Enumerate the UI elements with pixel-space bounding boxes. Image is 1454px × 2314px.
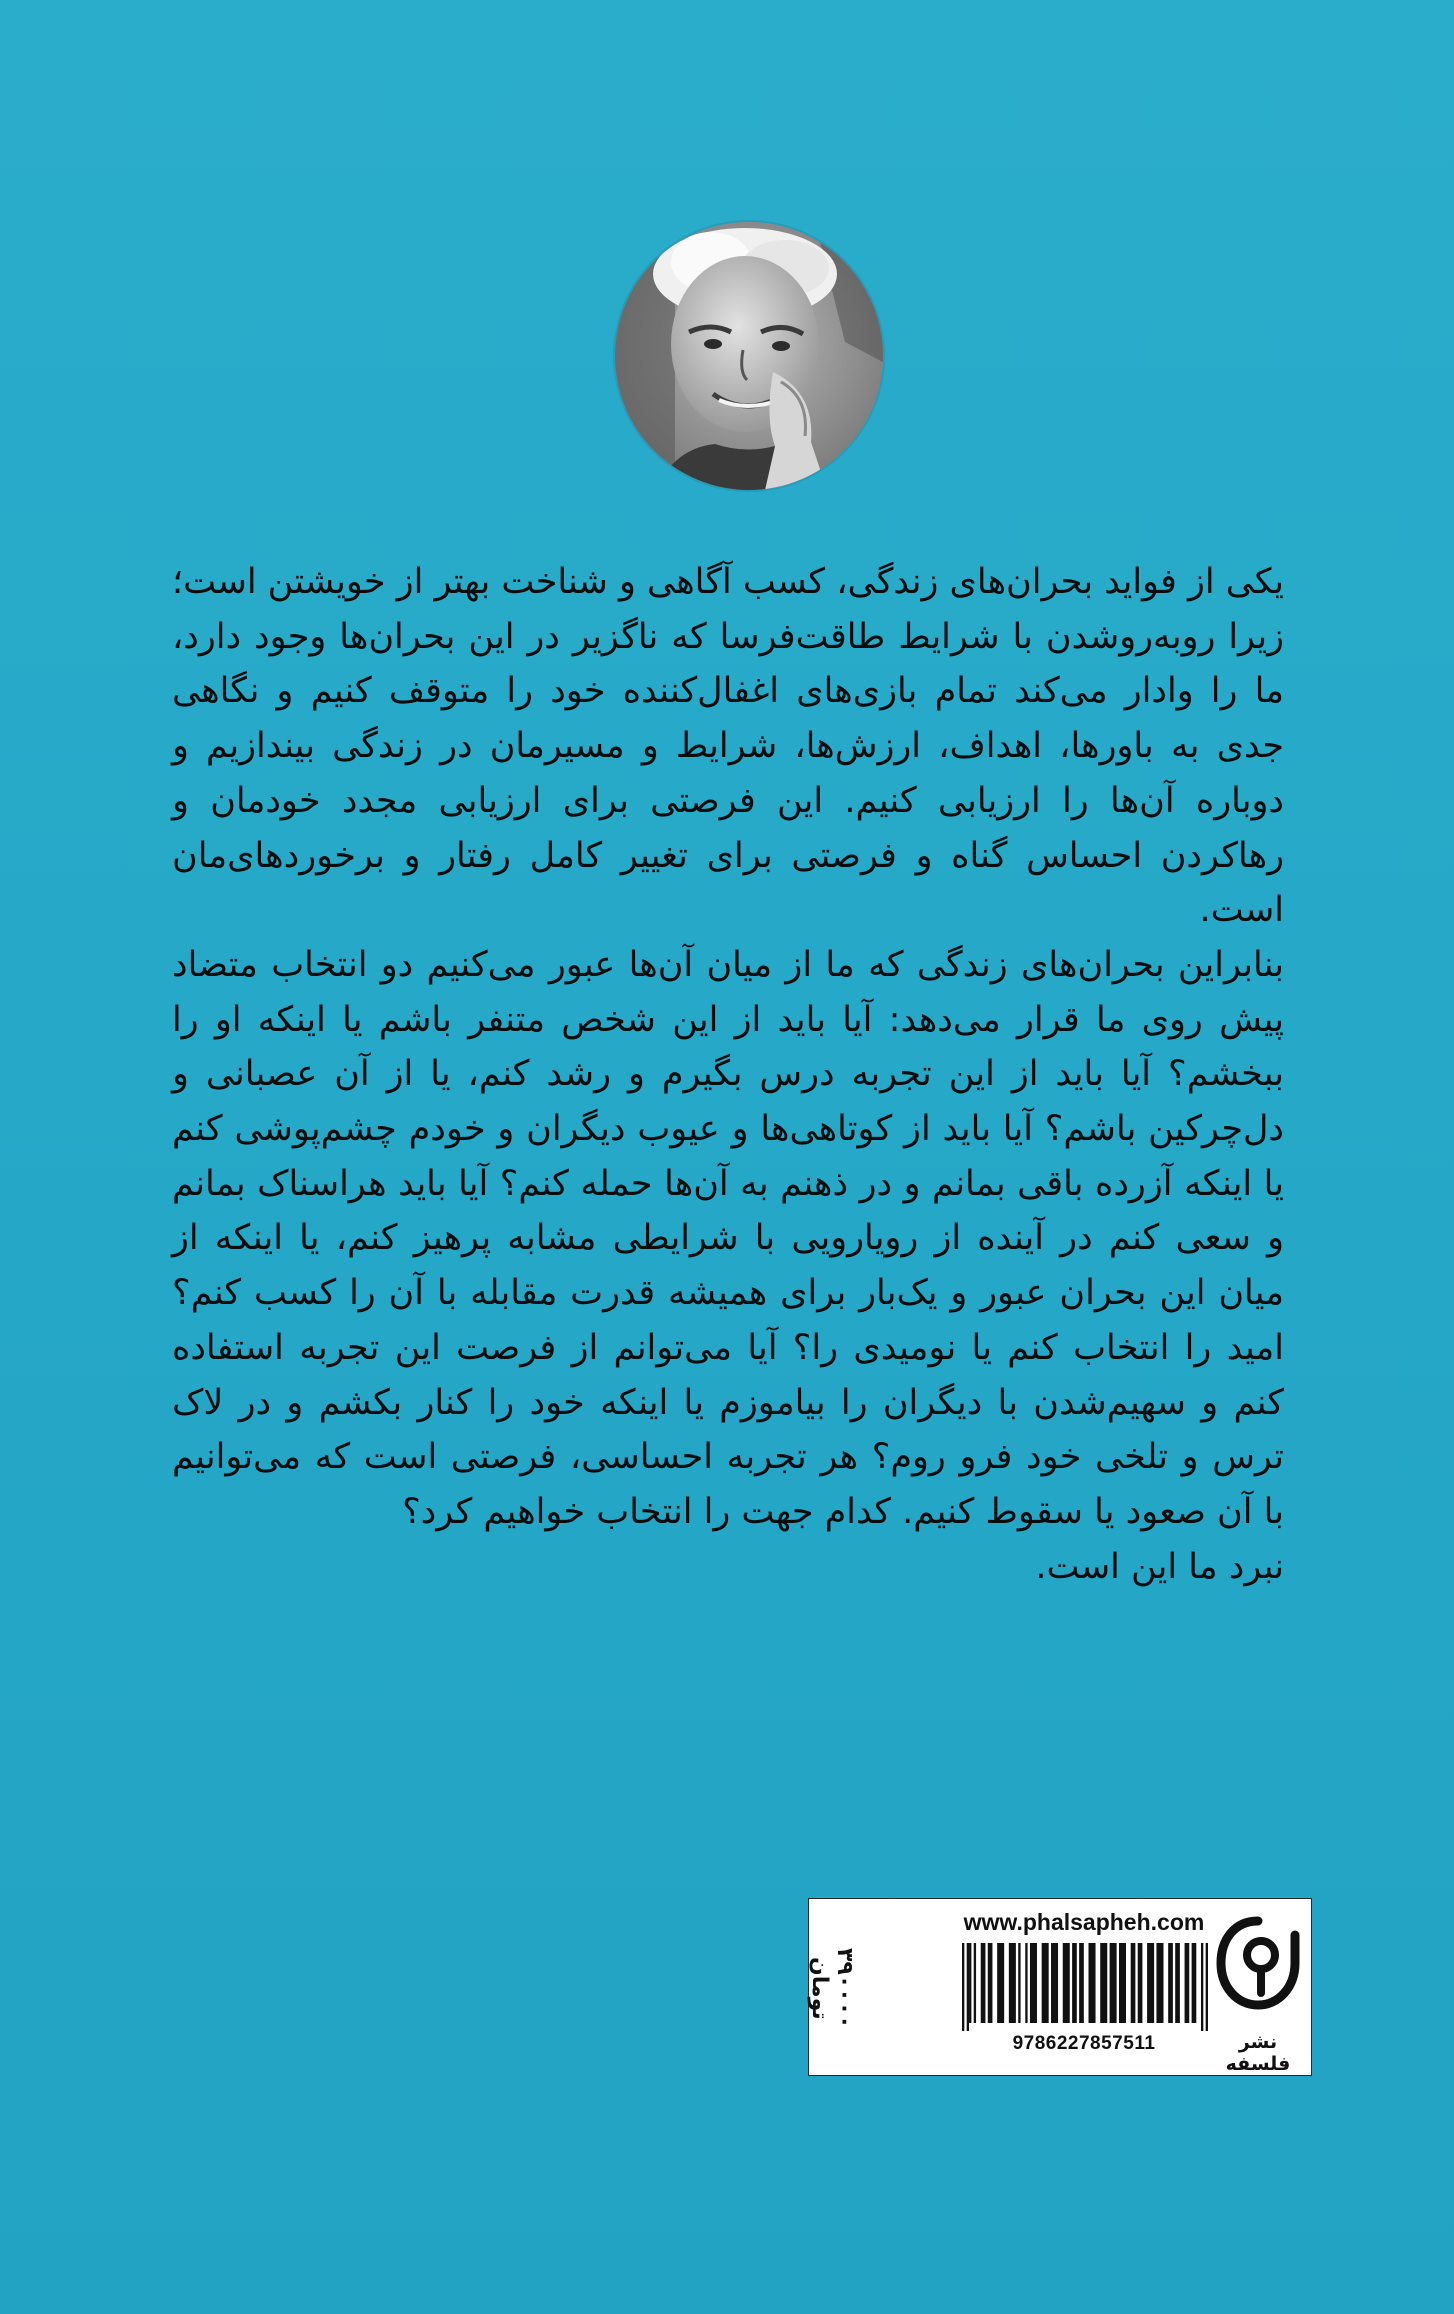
publisher-logo [1211,1915,1305,2075]
barcode-bar [1072,1943,1077,2023]
phalsapheh-logo-icon [1215,1915,1301,2011]
barcode-label [808,1898,1312,2076]
barcode-bar [1168,1943,1173,2023]
barcode-bar [1063,1943,1070,2023]
barcode-bar [1119,1943,1126,2023]
barcode-guard-bar [1206,1943,1208,2031]
publisher-website: www.phalsapheh.com [963,1909,1205,1935]
barcode-bar [1156,1943,1163,2023]
barcode-bar [1018,1943,1020,2023]
barcode-guard-bar [967,1943,969,2031]
barcode-bar [1009,1943,1016,2023]
author-portrait-image [615,222,883,490]
barcode-bar [1079,1943,1084,2023]
isbn-number: 9786227857511 [1012,2033,1156,2054]
barcode-bar [981,1943,986,2023]
barcode-bar [1110,1943,1117,2023]
barcode-bar [1051,1943,1058,2023]
barcode-bar [1138,1943,1143,2023]
publisher-name: نشر فلسفه [1225,2031,1291,2075]
barcode-bar [1131,1943,1136,2023]
barcode-bar [1147,1943,1154,2023]
blurb-paragraph: بنابراین بحران‌های زندگی که ما از میان آن‌ها عبور می‌کنیم دو انتخاب متضاد پیش روی ما قرار می‌دهد: آیا باید از این شخص متنفر باشم یا اینکه او را ببخشم؟ آیا باید از این تجربه درس بگیرم و رشد کنم، یا از آن عصبانی و دل‌چرکین باشم؟ آیا باید از کوتاهی‌ها و عیوب دیگران و خودم چشم‌پوشی کنم یا اینکه آزرده باقی بمانم و در ذهنم به آن‌ها حمله کنم؟ آیا باید هراسناک بمانم و سعی کنم در آینده از رویارویی با شرایطی مشابه پرهیز کنم، یا اینکه از میان این بحران عبور و یک‌بار برای همیشه قدرت مقابله با آن را کسب کنم؟ امید را انتخاب کنم یا نومیدی را؟ آیا می‌توانم از فرصت این تجربه استفاده کنم و سهیم‌شدن با دیگران را بیاموزم یا اینکه خود را کنار بکشم و در لاک ترس و تلخی خود فرو روم؟ هر تجربه احساسی، فرصتی است که می‌توانیم با آن صعود یا سقوط کنیم. کدام جهت را انتخاب خواهیم کرد؟ [172,944,1284,1532]
barcode-guard-bar [1201,1943,1203,2031]
barcode-bar [1030,1943,1037,2023]
barcode-bar [1192,1943,1197,2023]
barcode-bar [1042,1943,1049,2023]
barcode-bar [969,1943,971,2023]
barcode-bar [1089,1943,1096,2023]
back-cover-blurb [172,555,1284,1594]
barcode-bar [1025,1943,1027,2023]
barcode-guard-bar [962,1943,964,2031]
barcode-bar [974,1943,976,2023]
blurb-paragraph: نبرد ما این است. [1035,1546,1284,1587]
barcode-bar [1175,1943,1180,2023]
barcode-bar [1185,1943,1190,2023]
barcode-bar [988,1943,993,2023]
author-portrait [615,222,883,490]
barcode-bar [1100,1943,1107,2023]
blurb-paragraph: یکی از فواید بحران‌های زندگی، کسب آگاهی و شناخت بهتر از خویشتن است؛ زیرا روبه‌روشدن با شرایط طاقت‌فرسا که ناگزیر در این بحران‌ها وجود دارد، ما را وادار می‌کند تمام بازی‌های اغفال‌کننده خود را متوقف کنیم و نگاهی جدی به باورها، اهداف، ارزش‌ها، شرایط و مسیرمان در زندگی بیندازیم و دوباره آن‌ها را ارزیابی کنیم. این فرصتی برای ارزیابی مجدد خودمان و رهاکردن احساس گناه و فرصتی برای تغییر کامل رفتار و برخوردهای‌مان است. [172,562,1284,931]
price-label: ۳۹۰۰۰۰ تومان [807,1947,857,2029]
barcode-bar [997,1943,1004,2023]
isbn-barcode [962,1943,1208,2031]
